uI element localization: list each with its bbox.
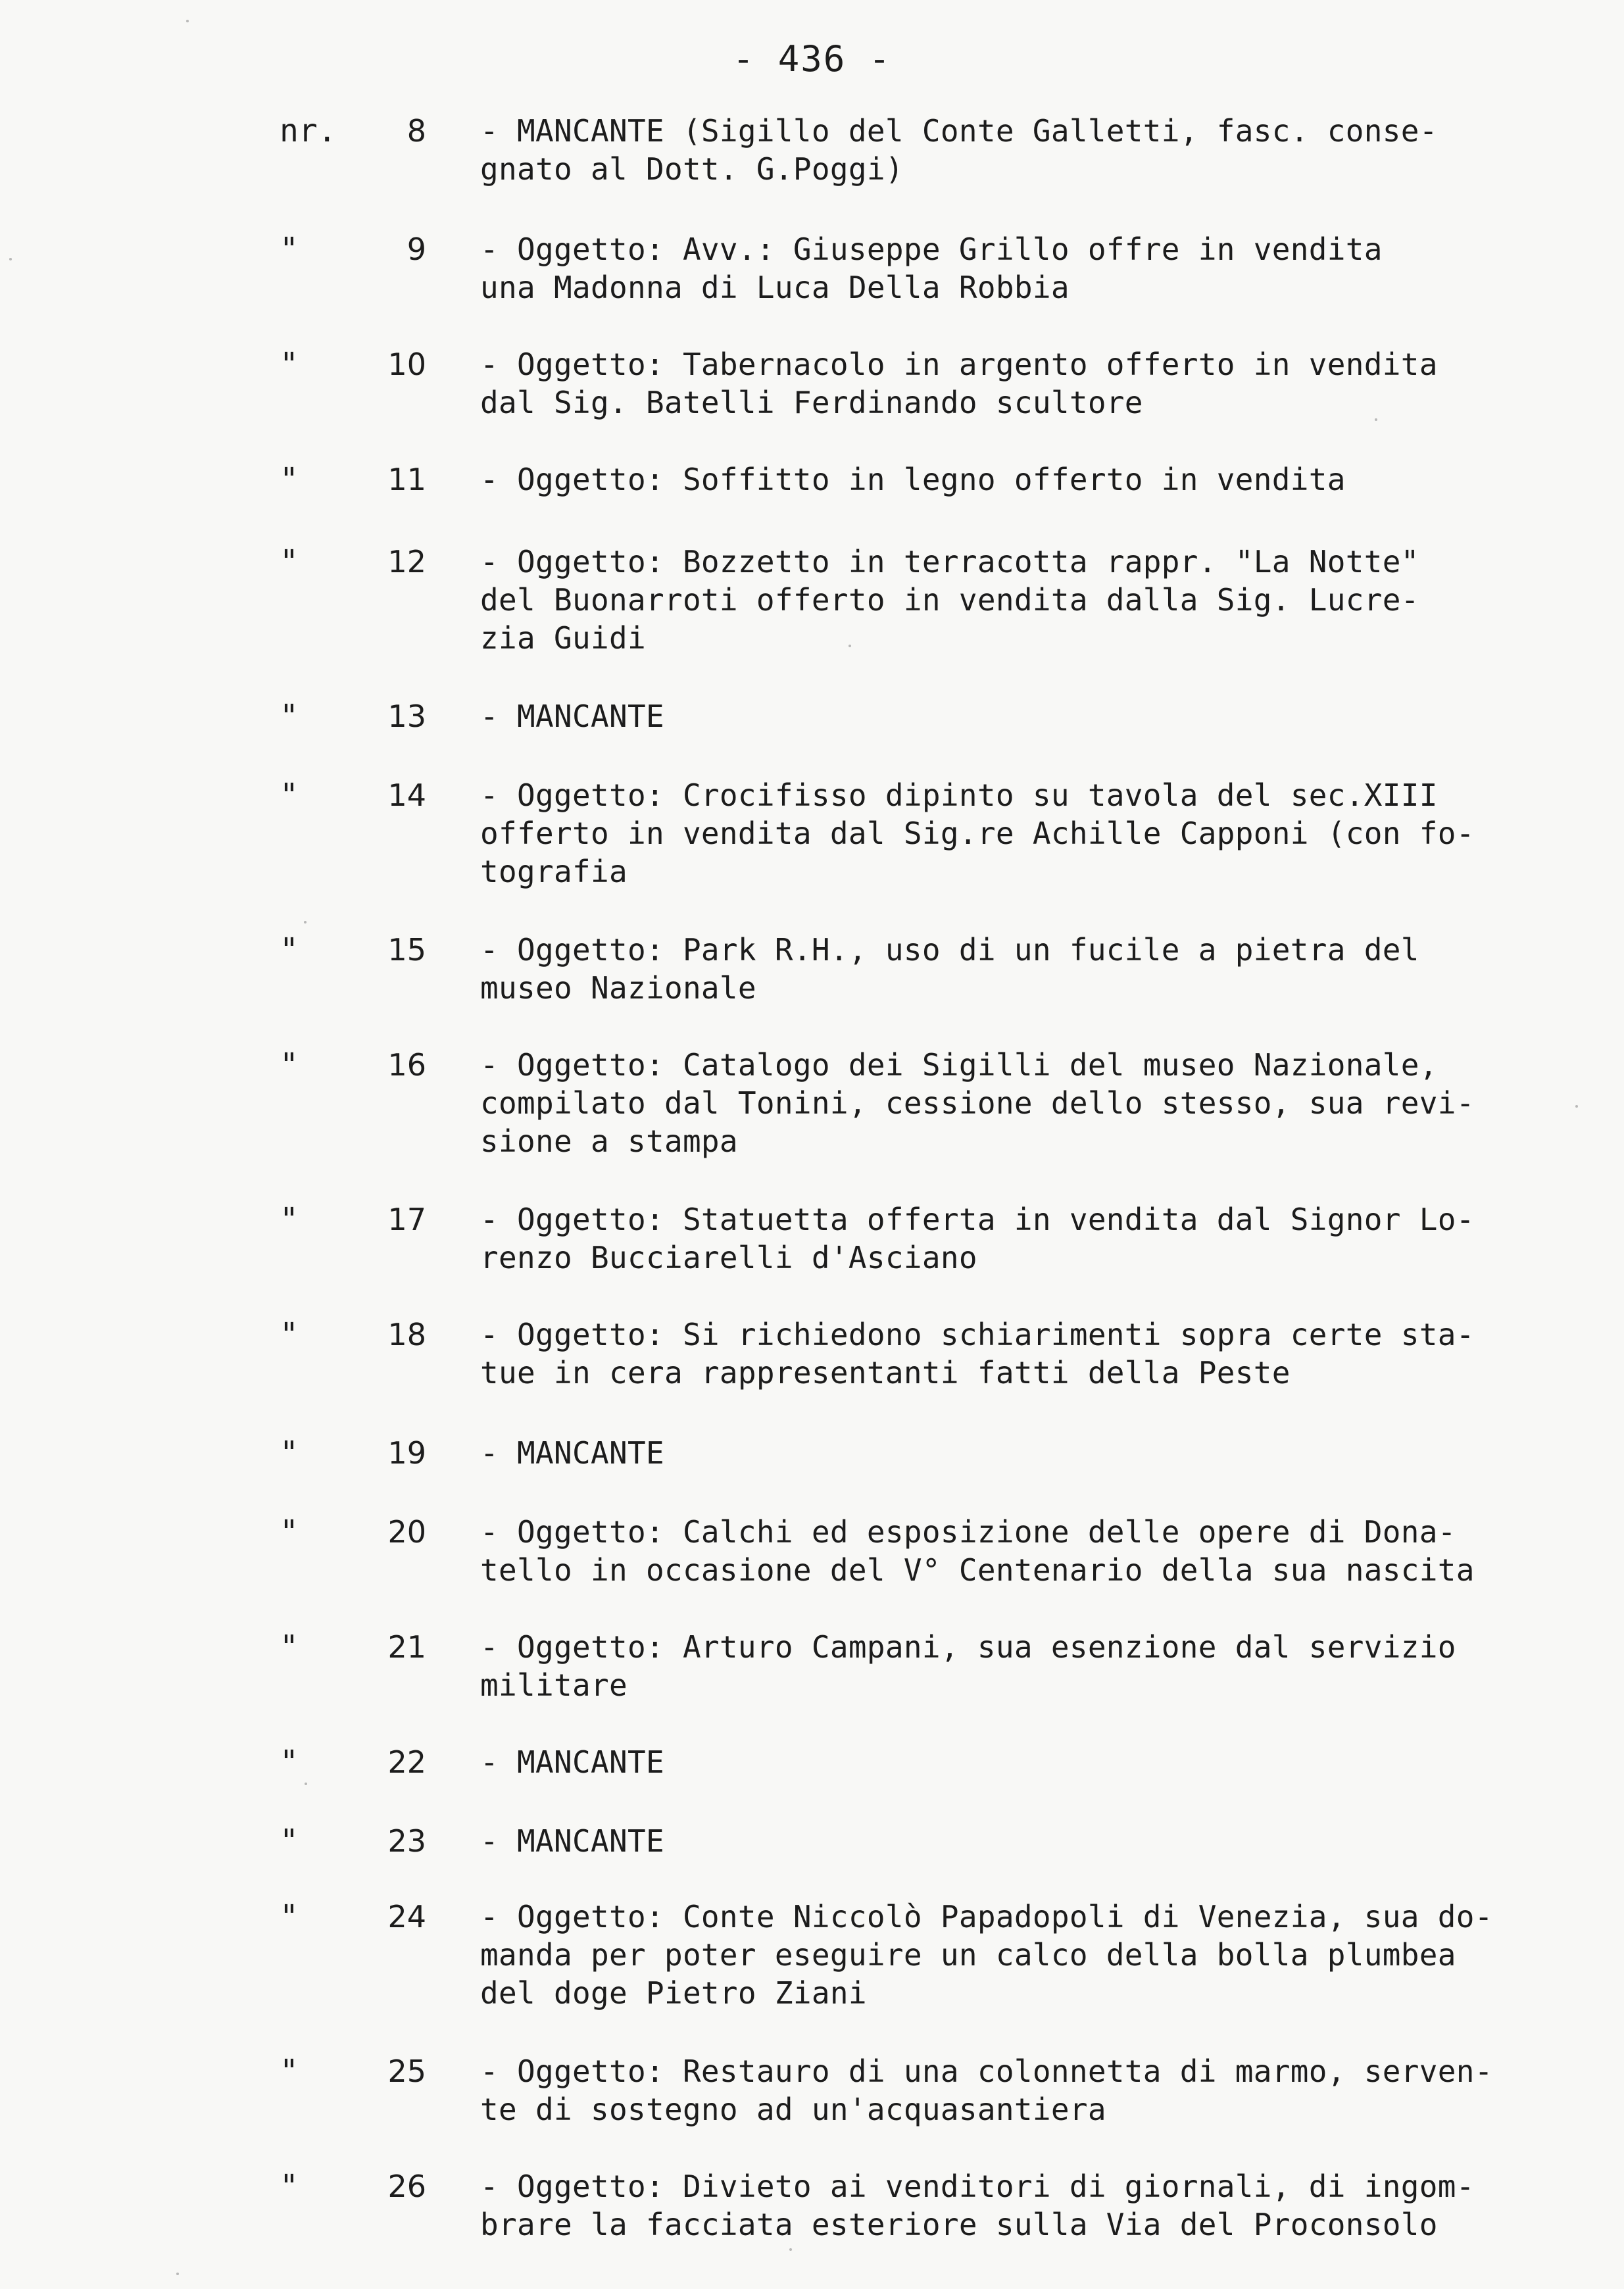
entry-prefix: " xyxy=(280,1316,299,1353)
entry-description-line: - Oggetto: Avv.: Giuseppe Grillo offre in vendita xyxy=(480,232,1383,267)
entry-prefix: " xyxy=(280,1629,299,1665)
entry-number: 8 xyxy=(406,113,426,149)
entry-number: 15 xyxy=(387,932,426,968)
scan-speck xyxy=(176,2273,179,2275)
entry-number: 26 xyxy=(387,2169,426,2204)
entry-description xyxy=(480,1046,1565,1160)
entry-description-line: zia Guidi xyxy=(480,620,646,656)
page-number: - 436 - xyxy=(732,38,892,80)
entry-description-line: - MANCANTE xyxy=(480,1744,664,1780)
entry-description-line: tello in occasione del V° Centenario della sua nascita xyxy=(480,1552,1475,1588)
entry-description-line: - MANCANTE xyxy=(480,699,664,734)
entry-description-line: - Oggetto: Statuetta offerta in vendita dal Signor Lo- xyxy=(480,1202,1475,1237)
entry-number: 25 xyxy=(387,2054,426,2089)
entry-description-line: - Oggetto: Park R.H., uso di un fucile a pietra del xyxy=(480,932,1419,968)
entry-description-line: sione a stampa xyxy=(480,1123,738,1159)
entry-prefix: " xyxy=(280,1201,299,1238)
entry-number: 24 xyxy=(387,1899,426,1934)
entry-description-line: - Oggetto: Soffitto in legno offerto in vendita xyxy=(480,462,1346,497)
entry-description xyxy=(480,697,1565,735)
entry-description-line: - Oggetto: Conte Niccolò Papadopoli di Venezia, sua do- xyxy=(480,1899,1493,1934)
entry-number: 13 xyxy=(387,699,426,734)
entry-description-line: - Oggetto: Restauro di una colonnetta di marmo, serven- xyxy=(480,2054,1493,2089)
entry-description xyxy=(480,112,1565,188)
entry-number: 18 xyxy=(387,1317,426,1352)
entry-number: 21 xyxy=(387,1629,426,1665)
entry-description-line: brare la facciata esteriore sulla Via del Proconsolo xyxy=(480,2207,1438,2242)
entry-prefix: " xyxy=(280,698,299,735)
entry-description-line: gnato al Dott. G.Poggi) xyxy=(480,151,904,187)
entry-description-line: - Oggetto: Arturo Campani, sua esenzione dal servizio xyxy=(480,1629,1456,1665)
entry-description xyxy=(480,1434,1565,1472)
entry-number: 11 xyxy=(387,462,426,497)
entry-description xyxy=(480,460,1565,499)
entry-prefix: " xyxy=(280,931,299,968)
entry-description-line: offerto in vendita dal Sig.re Achille Capponi (con fo- xyxy=(480,816,1475,851)
entry-prefix: " xyxy=(280,777,299,814)
entry-description xyxy=(480,230,1565,307)
entry-description xyxy=(480,1200,1565,1277)
entry-number: 22 xyxy=(387,1744,426,1780)
entry-prefix: " xyxy=(280,1435,299,1471)
entry-prefix: " xyxy=(280,1514,299,1550)
entry-description xyxy=(480,2052,1565,2129)
entry-number: 19 xyxy=(387,1435,426,1471)
scan-speck xyxy=(789,2248,792,2251)
entry-description xyxy=(480,2167,1565,2244)
entry-description-line: del Buonarroti offerto in vendita dalla Sig. Lucre- xyxy=(480,582,1419,618)
entry-description-line: - MANCANTE (Sigillo del Conte Galletti, fasc. conse- xyxy=(480,113,1438,149)
entry-description xyxy=(480,1743,1565,1781)
entry-number: 16 xyxy=(387,1047,426,1083)
entry-prefix: " xyxy=(280,346,299,383)
scan-speck xyxy=(9,258,12,260)
entry-description-line: museo Nazionale xyxy=(480,970,756,1006)
entry-prefix: " xyxy=(280,231,299,268)
entry-description xyxy=(480,1898,1565,2012)
entry-description-line: - Oggetto: Calchi ed esposizione delle opere di Dona- xyxy=(480,1514,1456,1550)
entry-description xyxy=(480,543,1565,657)
entry-number: 20 xyxy=(387,1514,426,1550)
entry-prefix: " xyxy=(280,2168,299,2205)
entry-prefix: " xyxy=(280,1046,299,1083)
entry-description-line: - Oggetto: Crocifisso dipinto su tavola del sec.XIII xyxy=(480,777,1438,813)
scan-speck xyxy=(1575,1105,1578,1108)
entry-number: 17 xyxy=(387,1202,426,1237)
entry-prefix: " xyxy=(280,1744,299,1781)
entry-description xyxy=(480,776,1565,891)
entry-description-line: una Madonna di Luca Della Robbia xyxy=(480,270,1070,305)
entry-description-line: - Oggetto: Catalogo dei Sigilli del museo Nazionale, xyxy=(480,1047,1438,1083)
scan-speck xyxy=(849,645,851,647)
entry-description xyxy=(480,1513,1565,1589)
entry-description-line: compilato dal Tonini, cessione dello stesso, sua revi- xyxy=(480,1085,1475,1121)
entry-description xyxy=(480,1316,1565,1392)
entry-prefix: " xyxy=(280,461,299,498)
entry-description-line: del doge Pietro Ziani xyxy=(480,1975,867,2011)
entry-prefix: nr. xyxy=(280,112,337,149)
entry-description-line: - Oggetto: Si richiedono schiarimenti sopra certe sta- xyxy=(480,1317,1475,1352)
entry-description-line: manda per poter eseguire un calco della bolla plumbea xyxy=(480,1937,1456,1973)
entry-description-line: tue in cera rappresentanti fatti della Peste xyxy=(480,1355,1291,1391)
scan-speck xyxy=(1375,418,1377,421)
entry-number: 9 xyxy=(406,232,426,267)
entry-prefix: " xyxy=(280,1898,299,1935)
entry-description-line: dal Sig. Batelli Ferdinando scultore xyxy=(480,385,1143,420)
entry-description xyxy=(480,345,1565,422)
entry-number: 23 xyxy=(387,1823,426,1859)
entry-description-line: - MANCANTE xyxy=(480,1823,664,1859)
scan-speck xyxy=(186,20,189,22)
entry-prefix: " xyxy=(280,543,299,580)
entry-description-line: - MANCANTE xyxy=(480,1435,664,1471)
entry-description-line: - Oggetto: Divieto ai venditori di giornali, di ingom- xyxy=(480,2169,1475,2204)
entry-prefix: " xyxy=(280,2053,299,2090)
entry-description-line: militare xyxy=(480,1667,627,1703)
entry-description-line: - Oggetto: Tabernacolo in argento offerto in vendita xyxy=(480,347,1438,382)
entry-number: 14 xyxy=(387,777,426,813)
entry-description-line: - Oggetto: Bozzetto in terracotta rappr. "La Notte" xyxy=(480,544,1419,579)
entry-description-line: te di sostegno ad un'acquasantiera xyxy=(480,2092,1106,2127)
entry-description-line: renzo Bucciarelli d'Asciano xyxy=(480,1240,977,1275)
entry-description xyxy=(480,1822,1565,1860)
entry-description xyxy=(480,931,1565,1007)
scan-speck xyxy=(305,1783,307,1785)
entry-description-line: tografia xyxy=(480,854,627,889)
scan-speck xyxy=(304,921,307,923)
entry-description xyxy=(480,1628,1565,1704)
entry-prefix: " xyxy=(280,1823,299,1859)
entry-number: 10 xyxy=(387,347,426,382)
entry-number: 12 xyxy=(387,544,426,579)
